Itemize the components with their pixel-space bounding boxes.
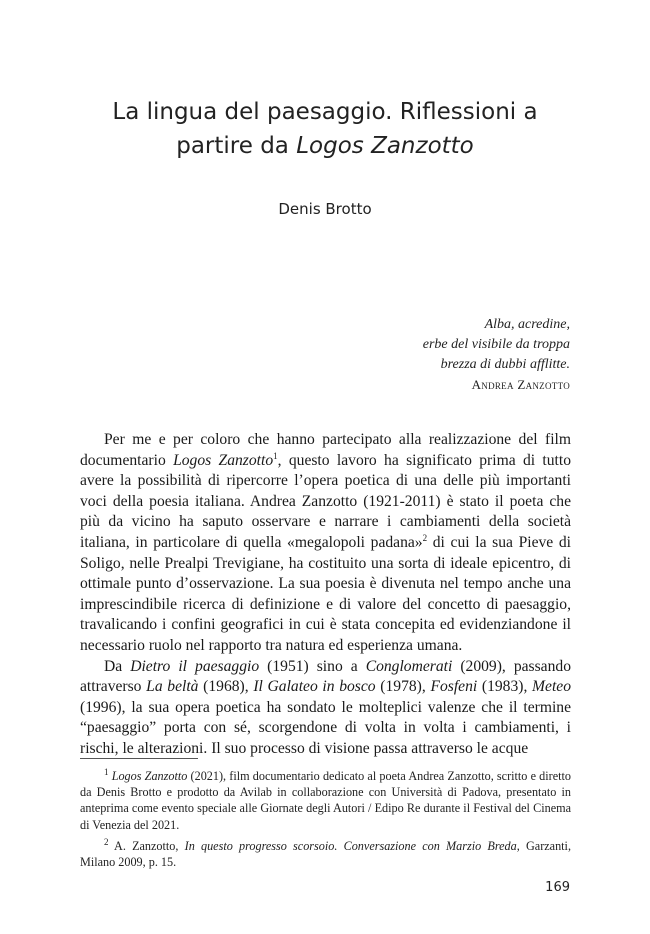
- text-span: di cui la sua Pieve di Soligo, nelle Prealpi Trevigiane, ha costituito una sorta di ideale epicentro, di ottimale punto d’osservazione. La sua poesia è divenuta nel tempo anche una imprescindibile ricerca di definizione e di valore del concetto di paesaggio, travalicando i confini geografici in cui è stata concepita ed evidenziandone il necessario ruolo nel rapporto tra natura ed esperienza umana.: [80, 533, 571, 654]
- epigraph-line-2: erbe del visibile da troppa: [422, 337, 570, 352]
- work-title: In questo progresso scorsoio. Conversazione con Marzio Breda: [184, 838, 517, 853]
- work-title: Logos Zanzotto: [173, 451, 274, 469]
- paragraph-1: [80, 430, 571, 657]
- text-span: (2009), passando attraverso: [80, 657, 571, 696]
- work-title: Fosfeni: [430, 678, 478, 696]
- footnotes: [80, 768, 571, 875]
- chapter-title: [60, 95, 590, 163]
- text-span: (1978),: [375, 678, 431, 696]
- footnote-2: [80, 838, 571, 870]
- footnote-1: [80, 768, 571, 833]
- chapter-title-line-1: La lingua del paesaggio. Riflessioni a: [112, 99, 538, 125]
- text-span: Da: [104, 657, 131, 675]
- paragraph-2: [80, 657, 571, 760]
- footnote-number: 1: [104, 766, 109, 777]
- work-title: Logos Zanzotto: [111, 769, 188, 783]
- text-span: (2021), film documentario dedicato al poeta Andrea Zanzotto, scritto e diretto da Denis Brotto e prodotto da Avilab in collaborazione con Università di Padova, presentato in anteprima come evento speciale alle Giornate degli Autori / Edipo Re durante il Festival del Cinema di Venezia del 2021.: [80, 769, 571, 832]
- author-name: Denis Brotto: [278, 200, 372, 218]
- text-span: A. Zanzotto,: [114, 838, 185, 853]
- chapter-title-work: Logos Zanzotto: [296, 133, 474, 159]
- work-title: Conglomerati: [365, 657, 453, 675]
- work-title: Il Galateo in bosco: [253, 678, 376, 696]
- text-span: (1951) sino a: [259, 657, 366, 675]
- text-span: Per me e per coloro che hanno partecipato alla realizzazione del film documentario: [80, 431, 571, 469]
- page-number: 169: [545, 880, 570, 895]
- work-title: Dietro il paesaggio: [130, 657, 260, 675]
- text-span: (1983),: [477, 678, 533, 696]
- text-span: (1968),: [198, 678, 254, 696]
- text-span: , questo lavoro ha significato prima di tutto avere la possibilità di ripercorre l’opera poetica di una delle più importanti voci della poesia italiana. Andrea Zanzotto (1921-2011) è stato il poeta che più da vicino ha saputo osservare e narrare i cambiamenti della società italiana, in particolare di quella «megalopoli padana»: [80, 451, 571, 551]
- epigraph-author: Andrea Zanzotto: [471, 377, 570, 392]
- work-title: La beltà: [146, 678, 199, 696]
- chapter-title-line-2: [60, 129, 590, 163]
- text-span: (1996), la sua opera poetica ha sondato le molteplici valenze che il termine “paesaggio” porta con sé, scorgendone di volta in volta i cambiamenti, i rischi, le alterazioni. Il suo processo di visione passa attraverso le acque: [80, 698, 571, 757]
- footnote-ref-1[interactable]: 1: [273, 450, 278, 461]
- epigraph: [210, 315, 570, 395]
- epigraph-line-3: brezza di dubbi afflitte.: [440, 357, 570, 372]
- chapter-title-prefix: partire da: [176, 133, 297, 159]
- footnote-divider: [80, 758, 198, 759]
- main-text: [80, 430, 571, 760]
- work-title: Meteo: [532, 678, 572, 696]
- text-span: , Garzanti, Milano 2009, p. 15.: [80, 838, 571, 870]
- epigraph-line-1: Alba, acredine,: [484, 317, 570, 332]
- footnote-number: 2: [104, 836, 109, 847]
- footnote-ref-2[interactable]: 2: [422, 532, 428, 543]
